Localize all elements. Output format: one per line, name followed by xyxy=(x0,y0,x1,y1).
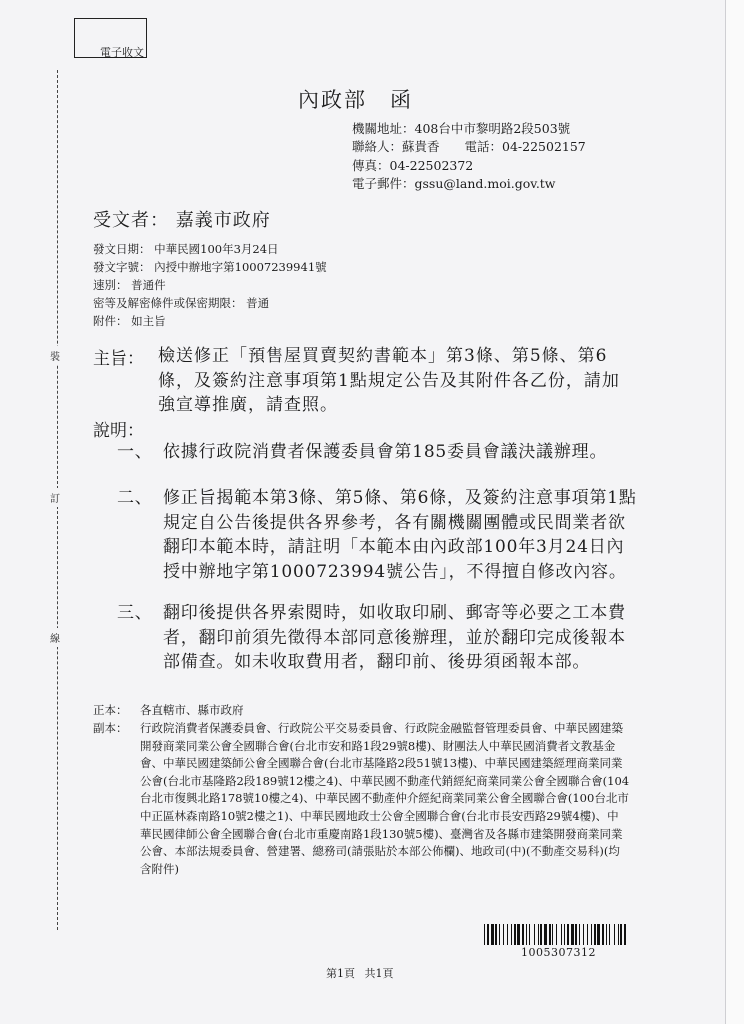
document-title: 內政部 函 xyxy=(298,88,413,112)
receipt-stamp-text: 電子收文 xyxy=(100,46,144,59)
barcode-number: 1005307312 xyxy=(521,946,596,959)
cc-recipients-text: 行政院消費者保護委員會、行政院公平交易委員會、行政院金融監督管理委員會、中華民國建築開發商業同業公會全國聯合會(台北市安和路1段29號8樓)、財團法人中華民國消費者文教基金會、中華民國建築師公會全國聯合會(台北市基隆路2段51號13樓)、中華民國建築經理商業同業公會(台北市基隆路2段189號12樓之4)、中華民國不動產代銷經紀商業同業公會全國聯合會(104台北市復興北路178號10樓之4)、中華民國不動產仲介經紀商業同業公會全國聯合會(100台北市中正區林森南路10號2樓之1)、中華民國地政士公會全國聯合會(台北市長安西路29號4樓)、中華民國律師公會全國聯合會(台北市重慶南路1段130號5樓)、臺灣省及各縣市建築開發商業同業公會、本部法規委員會、營建署、總務司(請張貼於本部公佈欄)、地政司(中)(不動產交易科)(均含附件) xyxy=(140,721,630,876)
sender-fax: 傳真：04-22502372 xyxy=(352,157,474,173)
explanation-item xyxy=(117,440,637,465)
explanation-item xyxy=(117,486,637,584)
item-number: 三、 xyxy=(117,603,153,623)
sender-contact: 聯絡人：蘇貴香 電話：04-22502157 xyxy=(352,139,586,155)
explanation-item xyxy=(117,601,637,675)
security-level: 密等及解密條件或保密期限： 普通 xyxy=(93,296,270,310)
sender-address: 機關地址：408台中市黎明路2段503號 xyxy=(352,121,571,136)
explanation-label: 說明： xyxy=(93,421,144,441)
item-text: 翻印後提供各界索閱時，如收取印刷、郵寄等必要之工本費者，翻印前須先徵得本部同意後辦理，並於翻印完成後報本部備查。如未收取費用者，翻印前、後毋須函報本部。 xyxy=(163,603,626,672)
issue-date: 發文日期： 中華民國100年3月24日 xyxy=(93,242,279,256)
binding-mark-zhuang: 裝 xyxy=(50,346,60,365)
scan-edge xyxy=(726,0,744,1024)
cc-recipients-label: 副本： xyxy=(93,721,128,735)
barcode xyxy=(484,924,626,945)
cc-recipients xyxy=(93,720,630,878)
main-recipients-text: 各直轄市、縣市政府 xyxy=(140,703,244,717)
delivery-speed: 速別： 普通件 xyxy=(93,278,166,292)
subject-label: 主旨： xyxy=(93,349,144,369)
recipient: 受文者： 嘉義市政府 xyxy=(93,210,271,231)
binding-mark-ding: 訂 xyxy=(50,488,60,507)
attachment-note: 附件： 如主旨 xyxy=(93,314,166,328)
item-text: 修正旨揭範本第3條、第5條、第6條，及簽約注意事項第1點規定自公告後提供各界參考，各有關機關團體或民間業者欲翻印本範本時，請註明「本範本由內政部100年3月24日內授中辦地字第1000723994號公告」，不得擅自修改內容。 xyxy=(163,488,637,582)
main-recipients-label: 正本： xyxy=(93,703,128,717)
sender-info xyxy=(352,120,586,193)
document-meta xyxy=(93,240,327,330)
item-text: 依據行政院消費者保護委員會第185委員會議決議辦理。 xyxy=(163,442,608,462)
binding-mark-xian: 線 xyxy=(50,628,60,647)
page-number: 第1頁 共1頁 xyxy=(326,967,394,980)
subject-text: 檢送修正「預售屋買賣契約書範本」第3條、第5條、第6條，及簽約注意事項第1點規定公告及其附件各乙份，請加強宣導推廣，請查照。 xyxy=(158,346,620,415)
main-recipients xyxy=(93,702,630,720)
item-number: 一、 xyxy=(117,442,153,462)
issue-number: 發文字號： 內授中辦地字第10007239941號 xyxy=(93,260,327,274)
item-number: 二、 xyxy=(117,488,153,508)
sender-email: 電子郵件：gssu@land.moi.gov.tw xyxy=(352,175,556,191)
